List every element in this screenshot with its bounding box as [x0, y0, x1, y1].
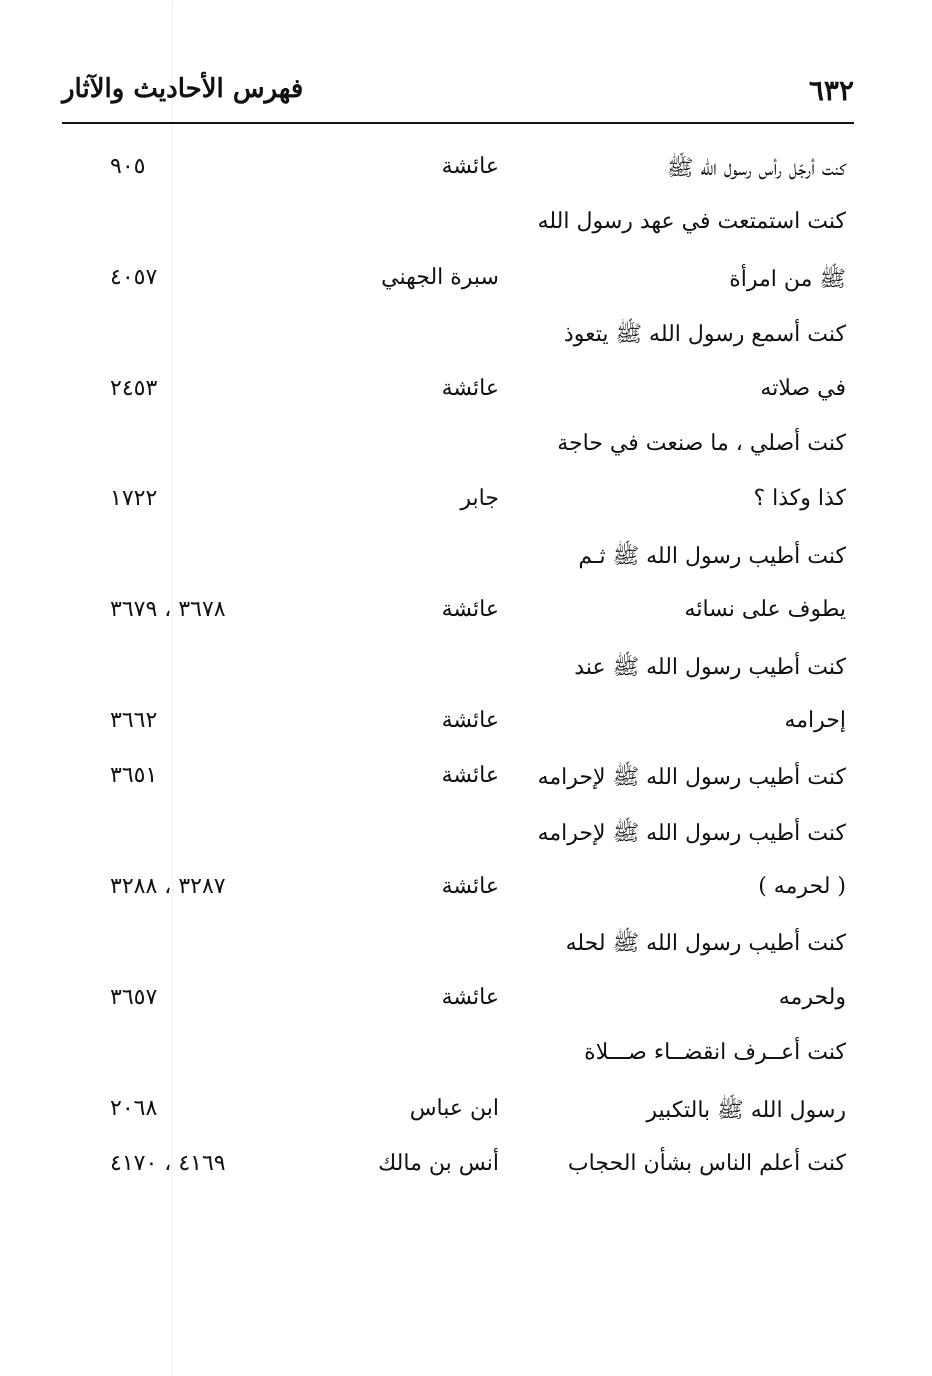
hadith-text: كنت أصلي ، ما صنعت في حاجة	[557, 430, 846, 456]
hadith-text: يطوف على نسائه	[684, 597, 846, 623]
narrator-name: عائشة	[441, 375, 499, 401]
hadith-number: ٤١٦٩ ، ٤١٧٠	[110, 1151, 226, 1177]
hadith-text: ( لحرمه )	[758, 874, 846, 900]
narrator-name: عائشة	[441, 874, 499, 900]
index-row	[62, 476, 854, 531]
hadith-text: كنت أرجّل رأس رسول الله ﷺ	[666, 156, 846, 181]
index-row	[62, 975, 854, 1030]
hadith-text: ﷺ من امرأة	[729, 266, 846, 292]
index-row	[62, 199, 854, 254]
hadith-number: ٣٦٥١	[110, 763, 158, 789]
hadith-text: كنت أطيب رسول الله ﷺ ثـم	[578, 543, 846, 569]
index-row	[62, 809, 854, 864]
hadith-text: كنت أطيب رسول الله ﷺ لإحرامه	[537, 765, 846, 791]
hadith-text: كنت أعلم الناس بشأن الحجاب	[567, 1151, 846, 1177]
narrator-name: عائشة	[441, 597, 499, 623]
hadith-number: ٤٠٥٧	[110, 264, 158, 290]
hadith-text: ولحرمه	[778, 984, 846, 1010]
index-row	[62, 255, 854, 310]
hadith-number: ١٧٢٢	[110, 486, 158, 512]
narrator-name: جابر	[460, 486, 499, 512]
index-row	[62, 310, 854, 365]
hadith-number: ٣٦٧٨ ، ٣٦٧٩	[110, 597, 226, 623]
index-row	[62, 1086, 854, 1141]
index-row	[62, 753, 854, 808]
index-row	[62, 698, 854, 753]
hadith-number: ٣٢٨٧ ، ٣٢٨٨	[110, 874, 226, 900]
hadith-text: كنت أعــرف انقضــاء صـــلاة	[584, 1040, 846, 1066]
index-row	[62, 144, 854, 199]
index-row	[62, 1141, 854, 1196]
index-row	[62, 587, 854, 642]
hadith-number: ٩٠٥	[110, 154, 146, 179]
index-row	[62, 1030, 854, 1085]
hadith-text: كنت أطيب رسول الله ﷺ عند	[574, 654, 846, 680]
narrator-name: سبرة الجهني	[381, 264, 499, 290]
index-row	[62, 919, 854, 974]
narrator-name: عائشة	[441, 154, 499, 179]
hadith-text: كنت استمتعت في عهد رسول الله	[537, 209, 846, 235]
narrator-name: عائشة	[441, 707, 499, 733]
hadith-text: كنت أسمع رسول الله ﷺ يتعوذ	[563, 322, 846, 348]
hadith-text: كذا وكذا ؟	[753, 486, 846, 512]
narrator-name: ابن عباس	[409, 1095, 499, 1121]
page-number: ٦٣٢	[808, 74, 854, 107]
index-row	[62, 643, 854, 698]
index-row	[62, 532, 854, 587]
index-row	[62, 421, 854, 476]
narrator-name: أنس بن مالك	[378, 1151, 499, 1177]
header-rule	[62, 122, 854, 124]
running-title: فهرس الأحاديث والآثار	[62, 74, 304, 104]
index-row	[62, 864, 854, 919]
hadith-number: ٢٤٥٣	[110, 375, 158, 401]
hadith-text: كنت أطيب رسول الله ﷺ لإحرامه	[537, 820, 846, 846]
hadith-index	[62, 144, 854, 1196]
hadith-text: إحرامه	[784, 707, 846, 733]
hadith-text: في صلاته	[760, 375, 846, 401]
index-row	[62, 366, 854, 421]
hadith-number: ٣٦٥٧	[110, 984, 158, 1010]
hadith-number: ٢٠٦٨	[110, 1095, 158, 1121]
page-header	[62, 70, 854, 110]
hadith-text: رسول الله ﷺ بالتكبير	[646, 1097, 846, 1123]
narrator-name: عائشة	[441, 984, 499, 1010]
hadith-text: كنت أطيب رسول الله ﷺ لحله	[565, 931, 846, 957]
narrator-name: عائشة	[441, 763, 499, 789]
hadith-number: ٣٦٦٢	[110, 707, 158, 733]
